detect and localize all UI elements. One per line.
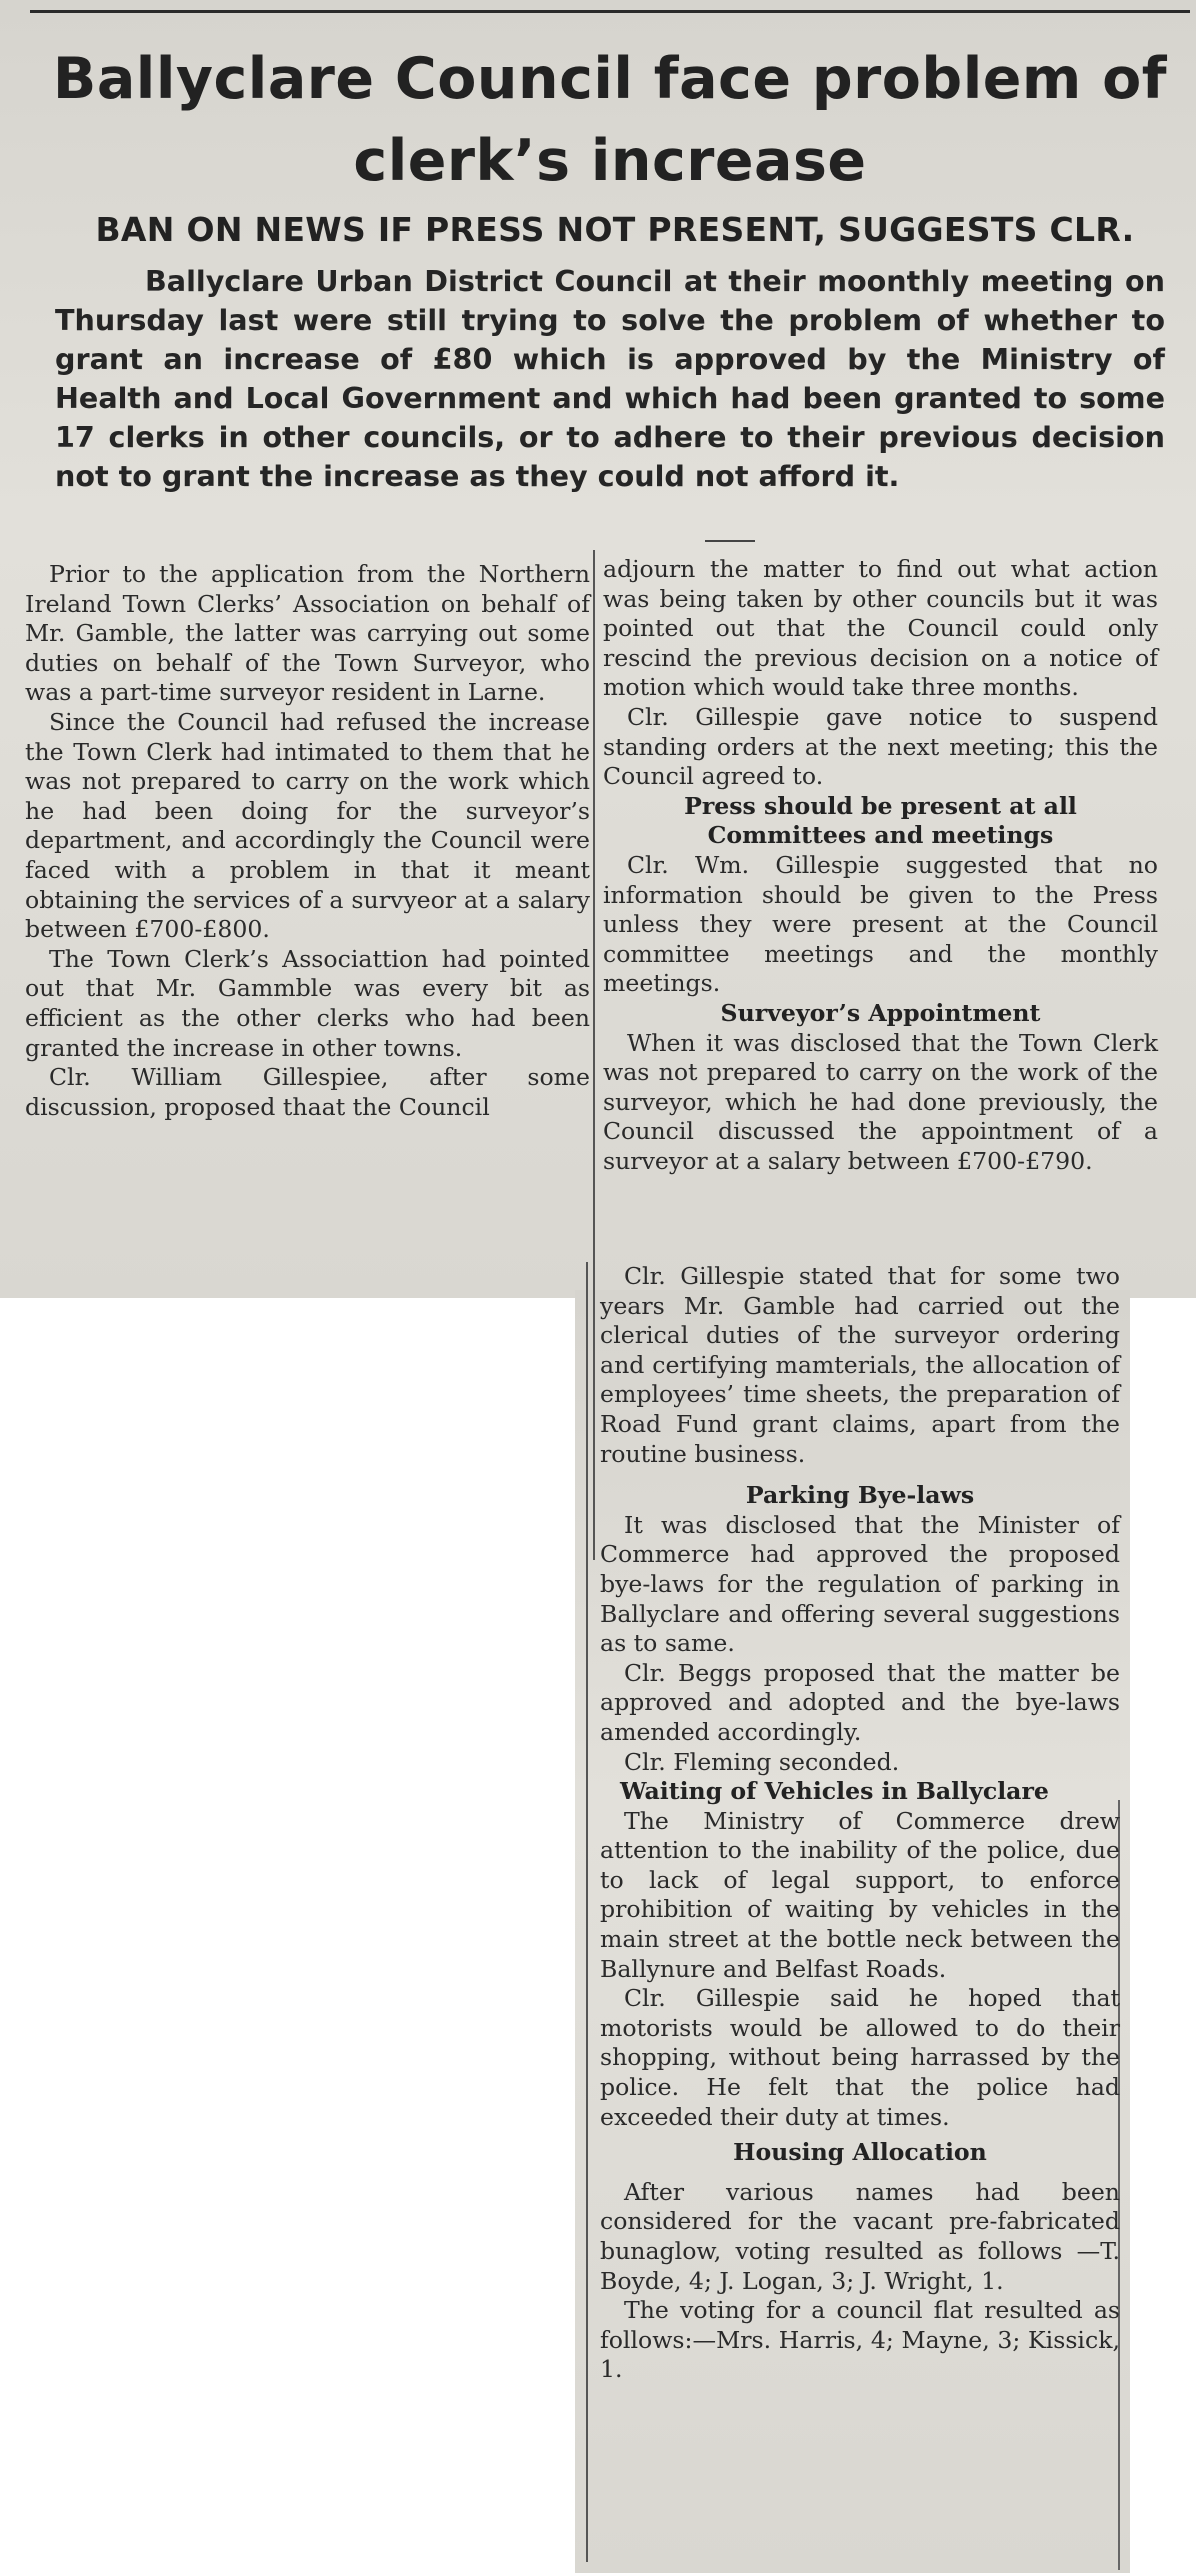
subheadline: BAN ON NEWS IF PRESS NOT PRESENT, SUGGESTS CLR. <box>95 210 1135 249</box>
paragraph: The Ministry of Commerce drew attention to the inability of the police, due to lack of legal support, to enforce prohibition of waiting by vehicles in the main street at the bottle neck between the Ballynure and Belfast Roads. <box>600 1806 1120 1983</box>
section-heading-housing: Housing Allocation <box>733 2138 987 2167</box>
paragraph: Since the Council had refused the increase the Town Clerk had intimated to them that he was not prepared to carry on the work which he had been doing for the surveyor’s department, and accordingly the Council were faced with a problem in that it meant obtaining the services of a survyeor at a salary between £700-£800. <box>25 707 590 944</box>
intro-divider <box>705 540 755 542</box>
column-right-lower <box>600 1262 1120 2385</box>
column-right-upper <box>603 555 1158 1176</box>
paragraph: The voting for a council flat resulted as follows:—Mrs. Harris, 4; Mayne, 3; Kissick, 1. <box>600 2296 1120 2384</box>
paragraph: Clr. William Gillespiee, after some discussion, proposed thaat the Council <box>25 1063 590 1121</box>
paragraph: Clr. Gillespie stated that for some two years Mr. Gamble had carried out the clerical duties of the surveyor ordering and certifying mamterials, the allocation of employees’ time sheets, the preparation of Road Fund grant claims, apart from the routine business. <box>600 1262 1120 1468</box>
paragraph: The Town Clerk’s Associattion had pointed out that Mr. Gammble was every bit as efficient as the other clerks who had been granted the increase in other towns. <box>25 944 590 1062</box>
paragraph: Clr. Beggs proposed that the matter be approved and adopted and the bye-laws amended accordingly. <box>600 1658 1120 1746</box>
headline: Ballyclare Council face problem of clerk’s increase <box>52 46 1168 194</box>
paragraph: Clr. Gillespie gave notice to suspend standing orders at the next meeting; this the Council agreed to. <box>603 702 1158 791</box>
paragraph: Clr. Gillespie said he hoped that motorists would be allowed to do their shopping, without being harrassed by the police. He felt that the police had exceeded their duty at times. <box>600 1984 1120 2131</box>
top-rule <box>30 10 1190 13</box>
paragraph: It was disclosed that the Minister of Commerce had approved the proposed bye-laws for the regulation of parking in Ballyclare and offering several suggestions as to same. <box>600 1510 1120 1658</box>
section-heading-surveyor: Surveyor’s Appointment <box>720 998 1041 1027</box>
paragraph: Clr. Fleming seconded. <box>624 1747 900 1776</box>
section-heading-parking: Parking Bye-laws <box>745 1481 975 1510</box>
section-heading-waiting: Waiting of Vehicles in Ballyclare <box>620 1777 1049 1806</box>
column-left <box>25 560 590 1122</box>
paragraph: adjourn the matter to find out what action was being taken by other councils but it was pointed out that the Council could only rescind the previous decision on a notice of motion which would take three months. <box>603 555 1158 702</box>
paragraph: When it was disclosed that the Town Clerk was not prepared to carry on the work of the surveyor, which he had done previously, the Council discussed the appointment of a surveyor at a salary between £700-£790. <box>603 1028 1158 1175</box>
paragraph: After various names had been considered for the vacant pre-fabricated bunaglow, voting resulted as follows —T. Boyde, 4; J. Logan, 3; J. Wright, 1. <box>600 2177 1120 2295</box>
paragraph: Clr. Wm. Gillespie suggested that no information should be given to the Press unless they were present at the Council committee meetings and the monthly meetings. <box>603 850 1158 998</box>
column-divider <box>593 550 595 1560</box>
section-heading-press: Press should be present at all Committees and meetings <box>684 791 1077 850</box>
paragraph: Prior to the application from the Northern Ireland Town Clerks’ Association on behalf of Mr. Gamble, the latter was carrying out some duties on behalf of the Town Surveyor, who was a part-time surveyor resident in Larne. <box>25 560 590 707</box>
intro-paragraph: Ballyclare Urban District Council at their moonthly meeting on Thursday last were still trying to solve the problem of whether to grant an increase of £80 which is approved by the Ministry of Health and Local Government and which had been granted to some 17 clerks in other councils, or to adhere to their previous decision not to grant the increase as they could not afford it. <box>55 264 1165 493</box>
column-divider <box>586 1262 588 2562</box>
